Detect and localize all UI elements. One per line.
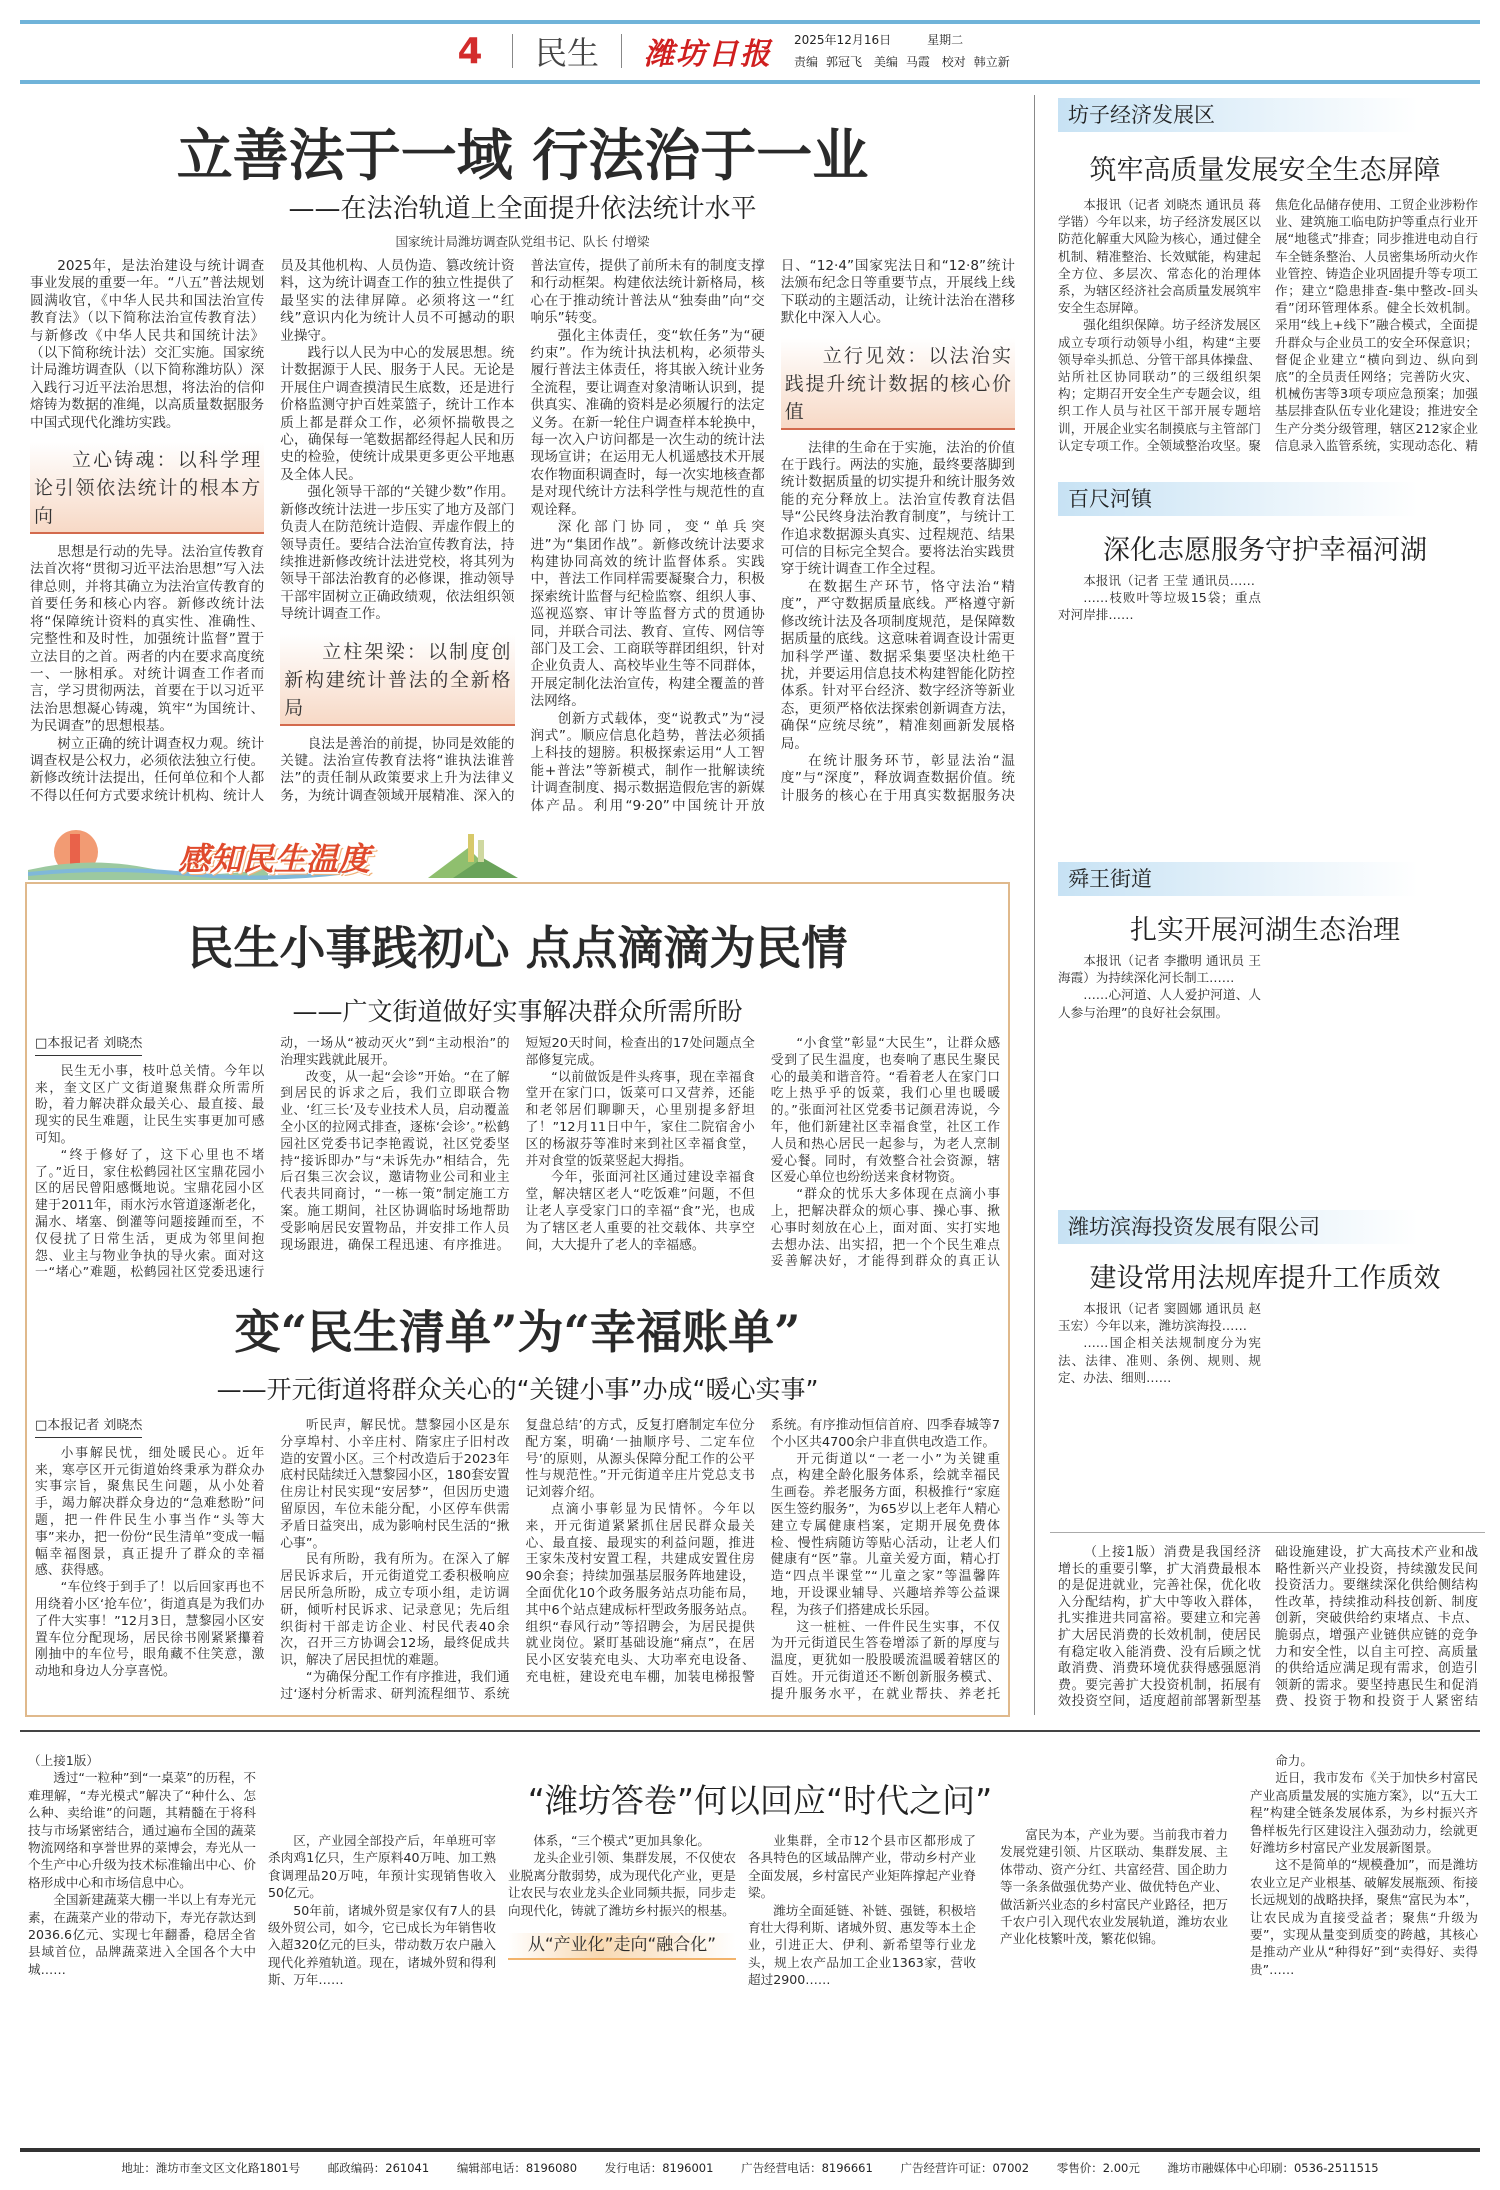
paragraph: 强化主体责任，变“软任务”为“硬约束”。作为统计执法机构，必须带头履行普法主体责任，将其嵌入统计业务全流程，要让调查对象清晰认识到，提供真实、准确的资料是必须履行的法定义务。在新一轮住户调查样本轮换中，每一次入户访问都是一次生动的统计法现场宣讲；在运用无人机遥感技术开展农作物面积调查时，每一次实地核查都是对现代统计方法科学性与规范性的直观诠释。 (530, 327, 765, 518)
paragraph: 龙头企业引领、集群发展，不仅使农业脱离分散弱势，成为现代化产业，更是让农民与农业龙头企业同频共振，同步走向现代化，铸就了潍坊乡村振兴的根基。 (508, 1850, 736, 1918)
paragraph: 透过“一粒种”到“一桌菜”的历程，不难理解，“寿光模式”解决了“种什么、怎么种、卖给谁”的问题，其精髓在于将科技与市场紧密结合，通过遍布全国的蔬菜物流网络和享誉世界的菜博会，寿光从一个生产中心升级为技术标准输出中心、价格形成中心和市场信息中心。 (28, 1770, 256, 1890)
masthead-bottom-rule (20, 80, 1480, 84)
fangzi-headline: 筑牢高质量发展安全生态屏障 (1089, 155, 1441, 186)
lead-subtitle: ——在法治轨道上全面提升依法统计水平 (288, 194, 757, 224)
art-editor-name: 马霞 (905, 55, 930, 69)
issue-meta (794, 29, 1018, 73)
paragraph: “以前做饭是件头疼事，现在幸福食堂开在家门口，饭菜可口又营养，还能和老邻居们聊聊天，心里别提多舒坦了！”12月11日中午，家住二院宿舍小区的杨淑芬等准时来到社区幸福食堂，并对食堂的饭菜竖起大拇指。 (525, 1069, 755, 1169)
divider (621, 34, 622, 68)
footer-ad-license: 广告经营许可证：07002 (900, 2161, 1030, 2175)
footer-info (20, 2160, 1480, 2176)
story2-author: □本报记者 刘晓杰 (35, 1418, 142, 1438)
bottom-col-2 (268, 1832, 496, 2142)
shunwang-body (1058, 952, 1478, 1192)
paragraph: 践行以人民为中心的发展思想。统计数据源于人民、服务于人民。无论是开展住户调查摸清民生底数，还是进行价格监测守护百姓菜篮子，统计工作本质上都是群众工作，必须怀揣敬畏之心，确保每一笔数据都经得起人民和历史的检验，使统计成果更多更公平地惠及全体人民。 (280, 345, 515, 483)
feature-story1-body (35, 1036, 1000, 1284)
binhai-headline: 建设常用法规库提升工作质效 (1089, 1263, 1441, 1294)
section-tag-baichihe: 百尺河镇 (1058, 482, 1418, 516)
divider (1050, 1532, 1485, 1533)
bottom-col-5 (1000, 1826, 1228, 2142)
paragraph: 法律的生命在于实施，法治的价值在于践行。两法的实施，最终要落脚到统计数据质量的切实提升和统计服务效能的充分释放上。法治宣传教育法倡导“公民终身法治教育制度”，与统计工作追求数据源头真实、过程规范、结果可信的目标完全契合。要将法治实践贯穿于统计调查工作全过程。 (780, 439, 1015, 578)
paragraph: 命力。 (1275, 1753, 1313, 1768)
masthead (20, 26, 1480, 76)
paragraph: ……国企相关法规制度分为宪法、法律、准则、条例、规则、规定、办法、细则…… (1058, 1335, 1261, 1385)
editor-name: 郭冠飞 (826, 55, 863, 69)
bottom-col-4 (748, 1832, 976, 2142)
paragraph: 在数据生产环节，恪守法治“精度”，严守数据质量底线。严格遵守新修改统计法及各项制度规范，是保障数据质量的底线。这意味着调查设计需更加科学严谨、数据采集要坚决杜绝干扰，并要运用信息技术构建智能化防控体系。针对平台经济、数字经济等新业态，更须严格依法探索创新调查方法，确保“应统尽统”，精准刻画新发展格局。 (780, 578, 1015, 752)
paragraph: 业集群，全市12个县市区都形成了各具特色的区域品牌产业，带动乡村产业全面发展，乡村富民产业矩阵撑起产业脊梁。 (748, 1833, 976, 1901)
paragraph: 改变，从一起“会诊”开始。“在了解到居民的诉求之后，我们立即联合物业、‘红三长’及专业技术人员，启动覆盖全小区的拉网式排查，逐栋‘会诊’。”松鹤园社区党委书记李艳霞说，社区党委坚持“接诉即办”与“未诉先办”相结合，先后召集三次会议，邀请物业公司和业主代表共同商讨，“一栋一策”制定施工方案。施工期间，社区协调临时场地帮助受影响居民安置物品，并安排工作人员现场跟进，确保工程迅速、有序推进。短短20天时间，检查出的17处问题点全部修复完成。 (280, 1036, 755, 1253)
paragraph: 深化部门协同，变“单兵突进”为“集团作战”。新修改统计法要求构建协同高效的统计监督体系。实践中，普法工作同样需要凝聚合力，积极探索统计监督与纪检监察、组织人事、巡视巡察、审计等监督方式的贯通协同，并联合司法、教育、宣传、网信等部门及工会、工商联等群团组织，针对企业负责人、高校毕业生等不同群体，开展定制化法治宣传，构建全覆盖的普法网络。 (530, 519, 765, 710)
feature-story2-subtitle: ——开元街道将群众关心的“关键小事”办成“暖心实事” (216, 1375, 819, 1404)
paragraph: 50年前，诸城外贸是家仅有7人的县级外贸公司，如今，它已成长为年销售收入超320亿元的巨头，带动数万农户融入现代化养殖轨道。现在，诸城外贸和得利斯、万年…… (268, 1902, 496, 1988)
masthead-top-rule (20, 20, 1480, 24)
paragraph: 民有所盼，我有所为。在深入了解居民诉求后，开元街道党工委积极响应居民所急所盼，成立专项小组，走访调研，倾听村民诉求、记录意见；先后组织街村干部走访企业、村民代表40余次，召开三方协调会12场，最终促成共识，解决了居民担忧的难题。 (280, 1552, 510, 1669)
baichihe-headline: 深化志愿服务守护幸福河湖 (1103, 535, 1427, 566)
footer-printer: 潍坊市融媒体中心印刷：0536-2511515 (1167, 2161, 1379, 2175)
column-divider (1034, 95, 1035, 1715)
story1-author: □本报记者 刘晓杰 (35, 1036, 142, 1056)
footer-price: 零售价：2.00元 (1056, 2161, 1140, 2175)
paragraph: 这不是简单的“规模叠加”，而是潍坊农业立足产业根基、破解发展瓶颈、衔接长远规划的战略抉择，聚焦“富民为本”，让农民成为直接受益者；聚焦“升级为要”，实现从量变到质变的跨越，其核心是推动产业从“种得好”到“卖得好、卖得贵”…… (1250, 1857, 1478, 1977)
paragraph: （上接1版）消费是我国经济增长的重要引擎，扩大消费最根本的是促进就业，完善社保，优化收入分配结构，扩大中等收入群体，扎实推进共同富裕。要建立和完善扩大居民消费的长效机制，使居民有稳定收入能消费、没有后顾之忧敢消费、消费环境优获得感强愿消费。要完善扩大投资机制，拓展有效投资空间，适度超前部署新型基础设施建设，扩大高技术产业和战略性新兴产业投资，持续激发民间投资活力。要继续深化供给侧结构性改革，持续推动科技创新、制度创新，突破供给约束堵点、卡点、脆弱点，增强产业链供应链的竞争力和安全性，以自主可控、高质量的供给适应满足现有需求，创造引领新的需求。要坚持惠民生和促消费、投资于物和投资于人紧密结 (1058, 1545, 1478, 1710)
footer-rule (20, 2148, 1480, 2152)
paragraph: 2025年，是法治建设与统计调查事业发展的重要一年。“八五”普法规划圆满收官，《中华人民共和国法治宣传教育法》（以下简称法治宣传教育法）与新修改《中华人民共和国统计法》（以下简称统计法）交汇实施。国家统计局潍坊调查队（以下简称潍坊队）深入践行习近平法治思想，将法治的信仰熔铸为数据的准绳，以高质量数据服务中国式现代化潍坊实践。 (30, 258, 265, 431)
art-editor-label: 美编 (873, 55, 898, 69)
paragraph: 本报讯（记者 王莹 通讯员…… (1083, 573, 1255, 588)
continued-label: （上接1版） (28, 1753, 99, 1768)
binhai-body (1058, 1300, 1478, 1520)
bottom-col-6 (1250, 1752, 1478, 2142)
issue-weekday: 星期二 (927, 33, 964, 47)
paragraph: 富民为本，产业为要。当前我市着力发展党建引领、片区联动、集群发展、主体带动、资产分红、共富经营、国企助力等一条条做强优势产业、做优特色产业、做活新兴业态的乡村富民产业路径，把万千农户引入现代农业发展轨道，潍坊农业产业化枝繁叶茂，繁花似锦。 (1000, 1827, 1228, 1947)
paragraph: 良法是善治的前提，协同是效能的关键。法治宣传教育法将“谁执法谁普法”的责任制从政策要求上升为法律义务，为统计调查领域开展精准、深入的普法宣传，提供了前所未有的制度支撑和行动框架。构建依法统计新格局，核心在于推动统计普法从“独奏曲”向“交响乐”转变。 (280, 258, 765, 804)
divider (512, 34, 513, 68)
baichihe-body (1058, 572, 1478, 842)
feature-banner (28, 828, 548, 880)
section-subhead: 立行见效：以法治实践提升统计数据的核心价值 (781, 338, 1015, 430)
paragraph: “车位终于到手了！以后回家再也不用绕着小区‘抢车位’，街道真是为我们办了件大实事！”12月3日，慧黎园小区安置车位分配现场，居民徐书刚紧紧攥着刚抽中的车位号，眼角藏不住笑意，激动地和身边人分享喜悦。 (35, 1580, 265, 1680)
paragraph: “终于修好了，这下心里也不堵了。”近日，家住松鹤园社区宝鼎花园小区的居民曾阳感慨地说。宝鼎花园小区建于2011年，雨水污水管道逐渐老化，漏水、堵塞、倒灌等问题接踵而至，不仅侵扰了日常生活，更成为邻里间抱怨、业主与物业争执的导火索。面对这一“堵心”难题，松鹤园社区党委迅速行动，一场从“被动灭火”到“主动根治”的治理实践就此展开。 (35, 1036, 510, 1281)
feature-story2-body (35, 1418, 1000, 1708)
page-number: 4 (457, 30, 483, 72)
paragraph: 民生无小事，枝叶总关情。今年以来，奎文区广文街道聚焦群众所需所盼，着力解决群众最关心、最直接、最现实的民生难题，让民生实事更加可感可知。 (35, 1063, 265, 1146)
paragraph: 区，产业园全部投产后，年单班可宰杀肉鸡1亿只，生产原料40万吨、加工熟食调理品20万吨，年预计实现销售收入50亿元。 (268, 1833, 496, 1901)
paragraph: 强化领导干部的“关键少数”作用。新修改统计法进一步压实了地方及部门负责人在防范统计造假、弄虚作假上的领导责任。要结合法治宣传教育法，持续推进新修改统计法进党校，将其列为领导干部法治教育的必修课，推动领导干部牢固树立正确政绩观，依法组织领导统计调查工作。 (280, 484, 515, 623)
feature-story2-headline: 变“民生清单”为“幸福账单” (234, 1305, 801, 1359)
paragraph: 体系，“三个模式”更加具象化。 (533, 1833, 710, 1848)
issue-date: 2025年12月16日 (794, 33, 892, 47)
paragraph: ……枝败叶等垃圾15袋；重点对河岸排…… (1058, 590, 1261, 623)
feature-story1-headline: 民生小事践初心 点点滴滴为民情 (187, 921, 848, 975)
section-rule (20, 1730, 1480, 1732)
bottom-col-1 (28, 1752, 256, 2142)
continued-commentary (1058, 1545, 1478, 1715)
paragraph: 本报讯（记者 刘晓杰 通讯员 蒋学锴）今年以来，坊子经济发展区以防范化解重大风险为核心，通过健全机制、精准整治、长效赋能，构建起全方位、多层次、常态化的治理体系，为辖区经济社会高质量发展筑牢安全生态屏障。 (1058, 197, 1261, 316)
feature-banner-title: 感知民生温度 (178, 840, 371, 878)
section-name: 民生 (535, 34, 600, 72)
lead-headline: 立善法于一域 行法治于一业 (176, 123, 869, 189)
paragraph: 本报讯（记者 李撒明 通讯员 王海霞）为持续深化河长制工…… (1058, 953, 1261, 986)
paragraph: 思想是行动的先导。法治宣传教育法首次将“贯彻习近平法治思想”写入法律总则，并将其确立为法治宣传教育的首要任务和核心内容。新修改统计法将“保障统计资料的真实性、准确性、完整性和及时性，加强统计监督”置于立法目的之首。两者的内在要求高度统一、一脉相承。对统计调查工作者而言，学习贯彻两法，首要在于以习近平法治思想凝心铸魂，筑牢“为国统计、为民调查”的思想根基。 (30, 544, 265, 735)
story1-paragraphs (35, 1036, 1000, 1284)
paragraph: 全国新建蔬菜大棚一半以上有寿光元素，在蔬菜产业的带动下，寿光存款达到2036.6亿元、实现七年翻番，稳居全省县域首位，品牌蔬菜进入全国各个大中城…… (28, 1892, 256, 1977)
footer-postcode: 邮政编码：261041 (327, 2161, 430, 2175)
paragraph: 开元街道以“一老一小”为关键重点，构建全龄化服务体系，绘就幸福民生画卷。养老服务方面，积极推行“家庭医生签约服务”，为65岁以上老年人精心建立专属健康档案，定期开展免费体检、慢性病随访等贴心活动，让老人们健康有“医”靠。儿童关爱方面，精心打造“四点半课堂”“儿童之家”等温馨阵地，开设课业辅导、兴趣培养等公益课程，为孩子们搭建成长乐园。 (770, 1451, 1000, 1618)
paragraph: 树立正确的统计调查权力观。统计调查权是公权力，必须依法独立行使。新修改统计法提出，任何单位和个人都不得以任何方式要求统计机构、统计人员及其他机构、人员伪造、篡改统计资料，这为统计调查工作的独立性提供了最坚实的法律屏障。必须将这一“红线”意识内化为统计人员不可撼动的职业操守。 (30, 258, 515, 804)
paragraph: 本报讯（记者 窦圆娜 通讯员 赵玉宏）今年以来，潍坊滨海投…… (1058, 1301, 1261, 1334)
bottom-headline: “潍坊答卷”何以回应“时代之问” (527, 1781, 993, 1820)
paragraph: 这一桩桩、一件件民生实事，不仅为开元街道民生答卷增添了新的厚度与温度，更犹如一股股暖流温暖着辖区的百姓。开元街道还不断创新服务模式、提升服务水平，在就业帮扶、养老托 (770, 1619, 1000, 1702)
editor-label: 责编 (794, 55, 819, 69)
story2-paragraphs (35, 1418, 1000, 1708)
paragraph: 小事解民忧，细处暖民心。近年来，寒亭区开元街道始终秉承为群众办实事宗旨，聚焦民生问题，从小处着手，竭力解决群众身边的“急难愁盼”问题，把一件件民生小事当作“头等大事”来办，把一份份“民生清单”变成一幅幅幸福图景，真正提升了群众的幸福感、获得感。 (35, 1445, 265, 1579)
paragraph: “为确保分配工作有序推进，我们通过‘逐村分析需求、研判流程细节、系统复盘总结’的方式，反复打磨制定车位分配方案，明确‘一抽顺序号、二定车位号’的原则，从源头保障分配工作的公平性与规范性。”开元街道辛庄片党总支书记刘蓉介绍。 (280, 1418, 755, 1702)
paragraph: 潍坊全面延链、补链、强链，积极培育壮大得利斯、诸城外贸、惠发等本土企业，引进正大、伊利、新希望等行业龙头，规上农产品加工企业1363家，营收超过2900…… (748, 1902, 976, 1988)
paragraph: 点滴小事彰显为民情怀。今年以来，开元街道紧紧抓住居民群众最关心、最直接、最现实的利益问题，推进王家朱茂村安置工程，共建成安置住房90余套；持续加强基层服务阵地建设，全面优化10个政务服务站点功能布局，其中6个站点建成标杆型政务服务站点。组织“春风行动”等招聘会，为居民提供就业岗位。紧盯基础设施“痛点”，在居民小区安装充电头、大功率充电设备、充电桩，建设充电车棚，加装电梯报警系统。有序推动恒信首府、四季春城等7个小区共4700余户非直供电改造工作。 (525, 1418, 1000, 1685)
lead-article-body (30, 258, 1015, 818)
section-subhead: 立心铸魂：以科学理论引领依法统计的根本方向 (30, 442, 264, 534)
footer-distribution-phone: 发行电话：8196001 (604, 2161, 714, 2175)
feature-story1-subtitle: ——广文街道做好实事解决群众所需所盼 (292, 997, 743, 1026)
section-subhead: 立柱架梁：以制度创新构建统计普法的全新格局 (280, 634, 514, 726)
fangzi-body (1058, 196, 1478, 461)
paragraph: 听民声，解民忧。慧黎园小区是东分享埠村、小辛庄村、隋家庄子旧村改造的安置小区。三个村改造后于2023年底村民陆续迁入慧黎园小区，180套安置住房让村民实现“安居梦”，但因历史遗留原因，车位未能分配，小区停车供需矛盾日益突出，成为影响村民生活的“揪心事”。 (280, 1418, 510, 1551)
section-tag-shunwang: 舜王街道 (1058, 862, 1418, 896)
proofreader-label: 校对 (941, 55, 966, 69)
proofreader-name: 韩立新 (973, 55, 1010, 69)
paragraph: 在统计服务环节，彰显法治“温度”与“深度”，释放调查数据价值。统计服务的核心在于用真实数据服务决 (780, 752, 1015, 804)
footer-address: 地址：潍坊市奎文区文化路1801号 (121, 2161, 301, 2175)
section-tag-fangzi: 坊子经济发展区 (1058, 98, 1418, 132)
bottom-col-3 (508, 1832, 736, 2142)
footer-ad-phone: 广告经营电话：8196661 (741, 2161, 873, 2175)
section-tag-binhai: 潍坊滨海投资发展有限公司 (1058, 1210, 1418, 1244)
paragraph: 近日，我市发布《关于加快乡村富民产业高质量发展的实施方案》，以“五大工程”构建全链条发展体系，为乡村振兴齐鲁样板先行区建设注入强劲动力，绘就更好潍坊乡村富民产业发展新图景。 (1250, 1770, 1478, 1856)
shunwang-headline: 扎实开展河湖生态治理 (1130, 915, 1400, 946)
bottom-col3-paragraphs (508, 1832, 736, 1919)
bottom-subhead: 从“产业化”走向“融合化” (508, 1933, 736, 1960)
paragraph: “小食堂”彰显“大民生”，让群众感受到了民生温度，也奏响了惠民生聚民心的最美和谐音符。“看着老人在家门口吃上热乎乎的饭菜，我们心里也暖暖的。”张面河社区党委书记颜君涛说，今年，他们新建社区幸福食堂，社区工作人员和热心居民一起参与，为老人烹制爱心餐。同时，有效整合社会资源，辖区爱心单位也纷纷送来食材物资。 (770, 1036, 1000, 1186)
paragraph: 强化组织保障。坊子经济发展区成立专项行动领导小组，构建“主要领导牵头抓总、分管干部具体操盘、站所社区协同联动”的三级组织架构；定期召开安全生产专题会议，组织工作人员与社区干部开展专题培训，开展企业实名制摸底与主管部门认定专项工作。全领域整治攻坚。聚焦危化品储存使用、工贸企业涉粉作业、建筑施工临电防护等重点行业开展“地毯式”排查；同步推进电动自行车全链条整治、人员密集场所动火作业管控、铸造企业巩固提升等专项工作；建立“隐患排查-集中整改-回头看”闭环管理体系。健全长效机制。采用“线上+线下”融合模式，全面提升群众与企业员工的安全环保意识；督促企业建立“横向到边、纵向到底”的全员责任网络；完善防火灾、机械伤害等3项专项应急预案；加强基层排查队伍专业化建设；推进安全生产分类分级管理，辖区212家企业信息录入监管系统，实现动态化、精 (1058, 197, 1478, 453)
paragraph: 今年，张面河社区通过建设幸福食堂，解决辖区老人“吃饭难”问题，不但让老人享受家门口的幸福“食”光，也成为了辖区老人重要的社交载体、共享空间，大大提升了老人的幸福感。 (525, 1170, 755, 1253)
newspaper-logo: 潍坊日报 (644, 37, 773, 72)
bottom-col1-paragraphs (28, 1769, 256, 1978)
paragraph: “群众的忧乐大多体现在点滴小事上，把解决群众的烦心事、操心事、揪心事时刻放在心上，面对面、实打实地去想办法、出实招，把一个个民生难点妥善解决好，才能得到群众的真正认 (770, 1187, 1000, 1270)
paragraph: ……心河道、人人爱护河道、人人参与治理”的良好社会氛围。 (1058, 987, 1261, 1020)
lead-byline: 国家统计局潍坊调查队党组书记、队长 付增梁 (395, 234, 650, 249)
paragraph: 创新方式载体，变“说教式”为“浸润式”。顺应信息化趋势，普法必须插上科技的翅膀。积极探索运用“人工智能+普法”等新模式，制作一批解读统计调查制度、揭示数据造假危害的新媒体产品。利用“9·20”中国统计开放日、“12·4”国家宪法日和“12·8”统计法颁布纪念日等重要节点，开展线上线下联动的主题活动，让统计法治在潜移默化中深入人心。 (530, 258, 1015, 814)
footer-editorial-phone: 编辑部电话：8196080 (456, 2161, 578, 2175)
